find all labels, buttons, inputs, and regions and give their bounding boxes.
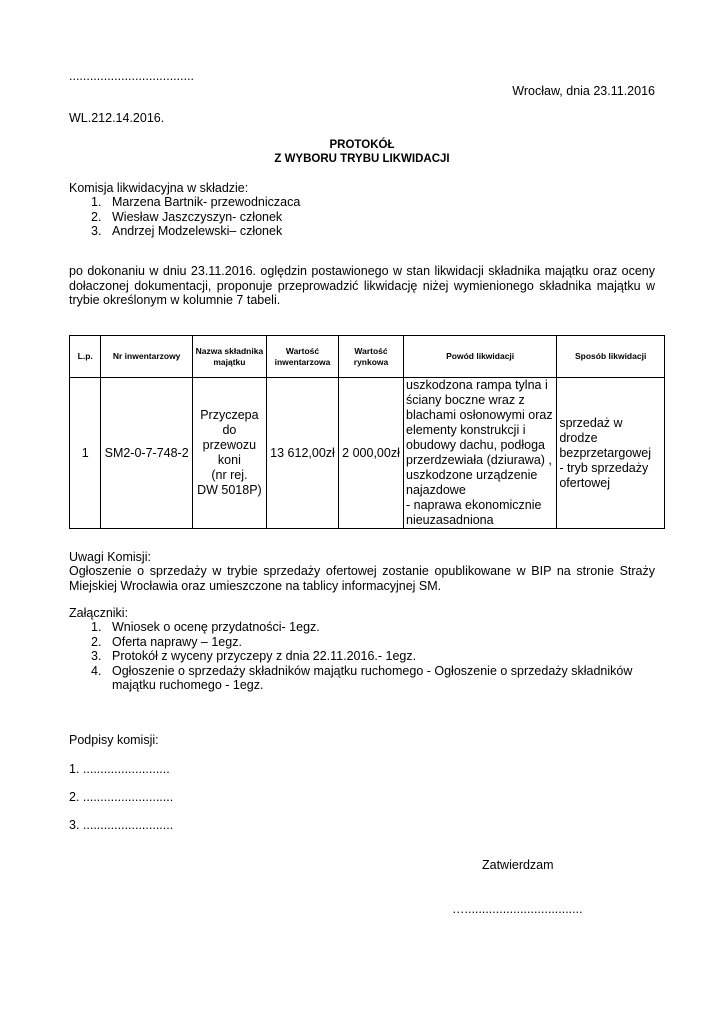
document-subtitle: Z WYBORU TRYBU LIKWIDACJI — [274, 153, 450, 165]
list-item: 3. Protokół z wyceny przyczepy z dnia 22.11.2016.- 1egz. — [91, 649, 417, 663]
header-lp: L.p. — [70, 336, 101, 378]
liquidation-table — [69, 335, 665, 529]
header-asset-name: Nazwa składnika majątku — [192, 336, 266, 378]
header-inventory-value: Wartość inwentarzowa — [266, 336, 338, 378]
list-item: 1. Wniosek o ocenę przydatności- 1egz. — [91, 620, 320, 634]
cell-method: sprzedaż w drodze bezprzetargowej - tryb sprzedaży ofertowej — [557, 378, 665, 529]
list-item: 2. Oferta naprawy – 1egz. — [91, 634, 242, 649]
body-paragraph: po dokonaniu w dniu 23.11.2016. oględzin postawionego w stan likwidacji składnika majątku oraz oceny dołaczonej dokumentacji, proponuje przeprowadzić likwidację niżej wymienionego składnika majątku w trybie określonym w kolumnie 7 tabeli. — [69, 264, 655, 307]
signature-line-3: 3. .......................... — [69, 818, 174, 832]
remarks-text: Ogłoszenie o sprzedaży w trybie sprzedaży ofertowej zostanie opublikowane w BIP na stronie Straży Miejskiej Wrocławia oraz umieszczone na tablicy informacyjnej SM. — [69, 564, 655, 593]
cell-inventory-value: 13 612,00zł — [266, 378, 338, 529]
cell-lp: 1 — [70, 378, 101, 529]
cell-inventory-number: SM2-0-7-748-2 — [101, 378, 192, 529]
signature-placeholder-top: .................................... — [69, 69, 195, 83]
signature-line-2: 2. .......................... — [69, 790, 174, 804]
list-item: 2. Wiesław Jaszczyszyn- członek — [91, 209, 283, 224]
header-method: Sposób likwidacji — [557, 336, 665, 378]
place-and-date: Wrocław, dnia 23.11.2016 — [512, 84, 655, 98]
commission-members-list — [69, 195, 300, 239]
attachments-list — [69, 620, 655, 693]
attachments-label: Załączniki: — [69, 606, 129, 620]
approval-signature-line: ….................................. — [452, 902, 583, 916]
list-item: 4. Ogłoszenie o sprzedaży składników majątku ruchomego - Ogłoszenie o sprzedaży składników majątku ruchomego - 1egz. — [91, 663, 633, 692]
reference-number: WL.212.14.2016. — [69, 111, 165, 125]
list-item: 1. Marzena Bartnik- przewodniczaca — [91, 195, 301, 209]
document-title: PROTOKÓŁ — [329, 139, 395, 151]
header-market-value: Wartość rynkowa — [339, 336, 404, 378]
table-header-row — [70, 336, 665, 378]
cell-asset-name: Przyczepa do przewozu koni (nr rej. DW 5018P) — [192, 378, 266, 529]
cell-reason: uszkodzona rampa tylna i ściany boczne wraz z blachami osłonowymi oraz elementy konstrukcji i obudowy dachu, podłoga przerdzewiała (dziurawa) , uszkodzone urządzenie najazdowe - naprawa ekonomicznie nieuzasadniona — [404, 378, 557, 529]
cell-market-value: 2 000,00zł — [339, 378, 404, 529]
header-inventory-number: Nr inwentarzowy — [101, 336, 192, 378]
signatures-label: Podpisy komisji: — [69, 733, 159, 747]
list-item: 3. Andrzej Modzelewski– członek — [91, 224, 283, 238]
table-row — [70, 378, 665, 529]
signature-line-1: 1. ......................... — [69, 762, 170, 776]
remarks-label: Uwagi Komisji: — [69, 550, 151, 564]
commission-intro: Komisja likwidacyjna w składzie: — [69, 181, 249, 195]
header-reason: Powód likwidacji — [404, 336, 557, 378]
approval-label: Zatwierdzam — [482, 858, 554, 872]
